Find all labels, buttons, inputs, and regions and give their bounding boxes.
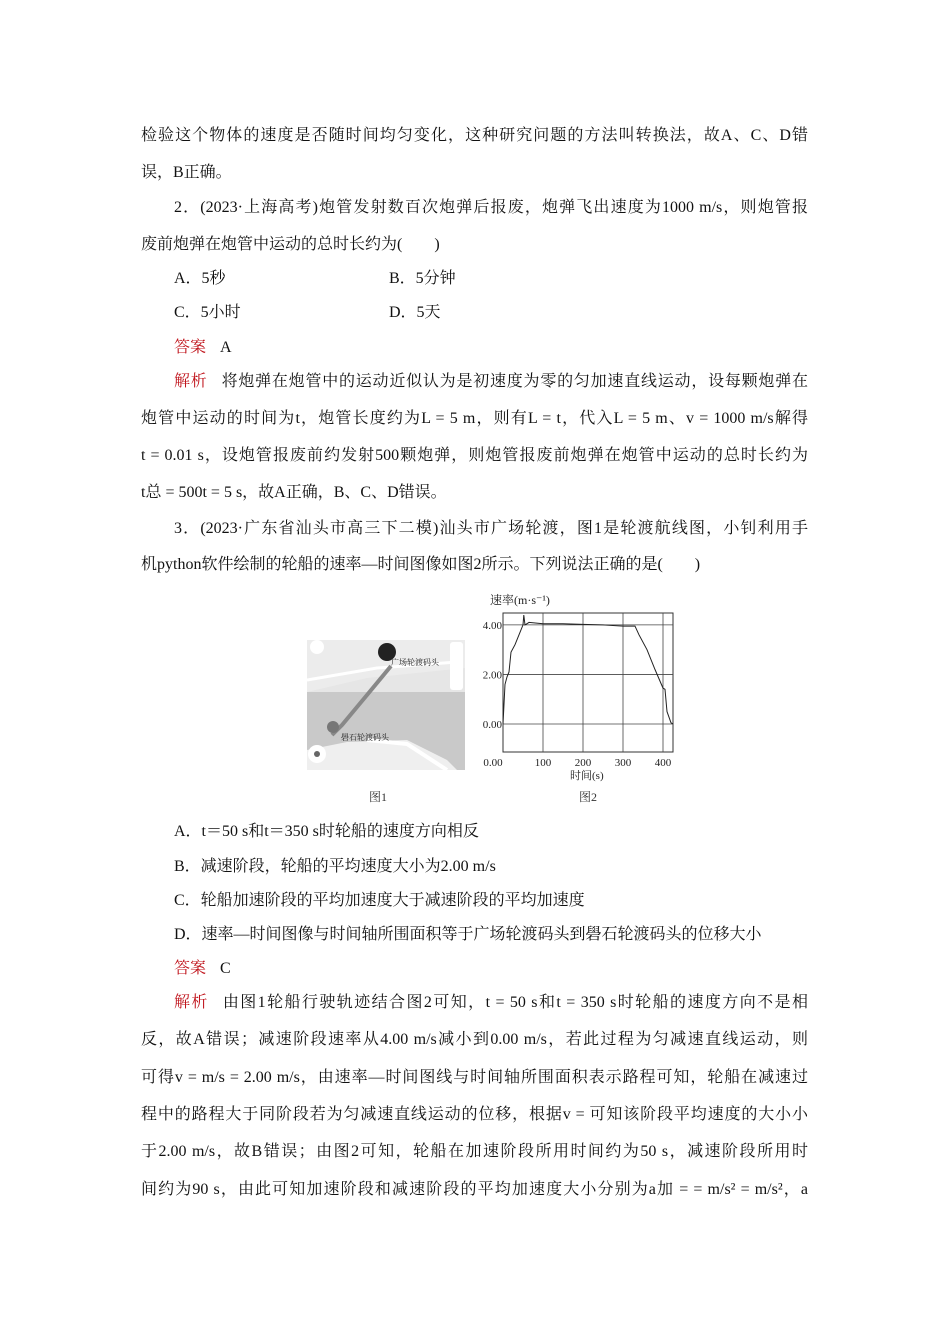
q3-analysis-5: 于2.00 m/s，故B错误；由图2可知，轮船在加速阶段所用时间约为50 s，减速阶段所用时: [141, 1143, 808, 1160]
x-tick-label: 200: [574, 757, 592, 769]
q2-option-b: B．5分钟: [389, 270, 456, 287]
line-2: 误，B正确。: [141, 164, 232, 181]
q3-option-c: C．轮船加速阶段的平均加速度大于减速阶段的平均加速度: [174, 892, 585, 909]
q2-analysis-3: t = 0.01 s，设炮管报废前约发射500颗炮弹，则炮管报废前炮弹在炮管中运动的总时长约为: [141, 447, 808, 464]
q3-option-d: D．速率—时间图像与时间轴所围面积等于广场轮渡码头到礐石轮渡码头的位移大小: [174, 926, 762, 943]
q3-option-b: B．减速阶段，轮船的平均速度大小为2.00 m/s: [174, 858, 496, 875]
q2-analysis-4: t总 = 500t = 5 s，故A正确，B、C、D错误。: [141, 484, 447, 501]
q2-stem-2: 废前炮弹在炮管中运动的总时长约为( ): [141, 236, 440, 253]
answer-value: C: [220, 960, 231, 977]
analysis-text: 将炮弹在炮管中的运动近似认为是初速度为零的匀加速直线运动，设每颗炮弹在: [221, 373, 808, 390]
q2-option-a: A．5秒: [174, 270, 226, 287]
q3-answer: [174, 959, 231, 979]
analysis-label: 解析: [174, 994, 209, 1011]
q3-stem-2: 机python软件绘制的轮船的速率—时间图像如图2所示。下列说法正确的是( ): [141, 556, 701, 573]
q2-answer: [174, 338, 232, 358]
plot-frame: [503, 613, 673, 752]
y-axis-label: 速率(m·s⁻¹): [490, 593, 550, 607]
q3-analysis-6: 间约为90 s，由此可知加速阶段和减速阶段的平均加速度大小分别为a加 = = m/s² = m/s²，a: [141, 1181, 808, 1198]
x-tick-label: 300: [614, 757, 632, 769]
y-tick-label: 2.00: [482, 669, 502, 682]
line-1: 检验这个物体的速度是否随时间均匀变化，这种研究问题的方法叫转换法，故A、C、D错: [141, 127, 808, 144]
y-tick-label: 4.00: [482, 619, 502, 632]
x-tick-label: 100: [534, 757, 552, 769]
q3-option-a: A．t＝50 s和t＝350 s时轮船的速度方向相反: [174, 823, 479, 840]
analysis-text: 由图1轮船行驶轨迹结合图2可知，t = 50 s和t = 350 s时轮船的速度方向不是相: [222, 994, 808, 1011]
answer-value: A: [220, 339, 232, 356]
map-label-end: 礐石轮渡码头: [341, 733, 389, 742]
q2-stem-1: 2．(2023·上海高考)炮管发射数百次炮弹后报废，炮弹飞出速度为1000 m/s，则炮管报: [174, 199, 808, 216]
speed-time-chart: [470, 590, 685, 790]
answer-label: 答案: [174, 339, 207, 356]
q2-analysis-1: [174, 372, 808, 392]
map-label-start: 广场轮渡码头: [391, 658, 439, 667]
answer-label: 答案: [174, 960, 207, 977]
q2-option-d: D．5天: [389, 304, 441, 321]
q3-analysis-4: 程中的路程大于同阶段若为匀减速直线运动的位移，根据v = 可知该阶段平均速度的大小小: [141, 1106, 808, 1123]
x-axis-label: 时间(s): [570, 770, 604, 782]
q3-analysis-3: 可得v = m/s = 2.00 m/s，由速率—时间图线与时间轴所围面积表示路程可知，轮船在减速过: [141, 1069, 808, 1086]
q2-analysis-2: 炮管中运动的时间为t，炮管长度约为L = 5 m，则有L = t，代入L = 5 m、v = 1000 m/s解得: [141, 410, 808, 427]
q3-analysis-2: 反，故A错误；减速阶段速率从4.00 m/s减小到0.00 m/s，若此过程为匀减速直线运动，则: [141, 1031, 808, 1048]
figure2-caption: 图2: [579, 790, 598, 804]
route-map-figure: [307, 640, 465, 770]
q3-analysis-1: [174, 993, 808, 1013]
analysis-label: 解析: [174, 373, 208, 390]
x-tick-label: 400: [654, 757, 672, 769]
figure1-caption: 图1: [369, 790, 388, 804]
q3-stem-1: 3．(2023·广东省汕头市高三下二模)汕头市广场轮渡，图1是轮渡航线图，小钊利用手: [174, 520, 808, 537]
speed-series-line: [503, 615, 673, 724]
y-tick-label: 0.00: [482, 719, 502, 732]
x-tick-label: 0.00: [483, 757, 503, 769]
map-graphic: [307, 640, 465, 770]
q2-option-c: C．5小时: [174, 304, 241, 321]
